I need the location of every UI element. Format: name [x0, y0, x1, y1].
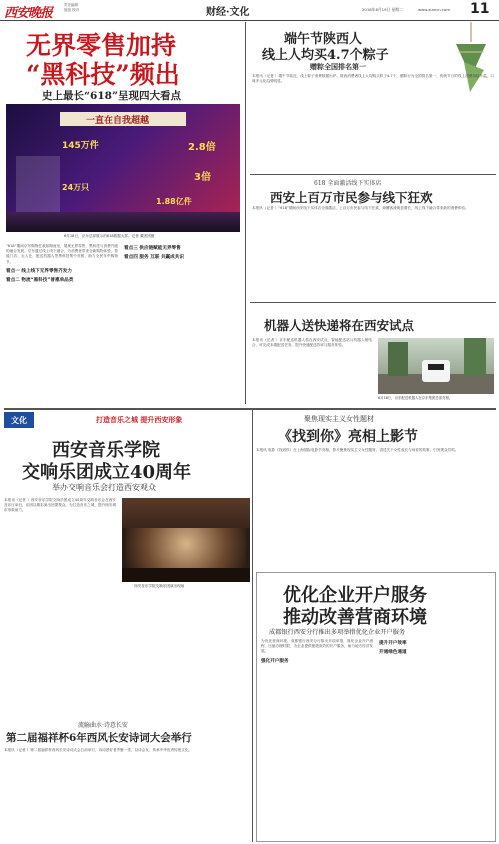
screen-stat-1: 145万件	[62, 141, 99, 151]
story8-title-line1: 优化企业开户服务	[283, 585, 427, 606]
story1-title-line1: 无界零售加持	[26, 31, 177, 60]
screen-stat-5: 1.88亿件	[156, 197, 192, 206]
story5-title-line1: 西安音乐学院	[52, 440, 160, 461]
section-title: 财经·文化	[206, 7, 250, 18]
story-poetry	[4, 720, 250, 842]
story3-kicker: 618 全面激活线下实体店	[314, 180, 382, 187]
story2-body: 本报讯（记者 ）端午节临近，线上粽子消费数据出炉。陕西消费者线上人均购买粽子4.7个，赠粽行为全国排名第一，传统节日的线上消费持续升温，口味多元化趋势明显。	[252, 74, 494, 84]
story7-kicker: 聚焦现实主义女性题材	[304, 415, 374, 423]
story2-subtitle: 赠粽全国排名第一	[310, 62, 366, 71]
story1-point4: 看点四 服务 互联 共赢成共识	[124, 255, 184, 261]
orchestra-photo	[122, 498, 250, 582]
masthead	[0, 0, 499, 21]
culture-banner: 打造音乐之城 提升西安形象	[96, 415, 183, 424]
story7-body: 本报讯 电影《找到你》在上海国际电影节亮相，影片聚焦现实主义女性题材，讲述关于女性成长与母爱的故事，引发观众共鸣。	[256, 448, 459, 452]
screen-headline: 一直在自我超越	[86, 116, 150, 126]
story8-title-line2: 推动改善营商环境	[283, 607, 427, 628]
story3-title: 西安上百万市民参与线下狂欢	[270, 190, 433, 205]
story1-body-col2	[124, 244, 240, 404]
masthead-logo: 西安晚报	[4, 6, 53, 21]
masthead-date: 2018年6月19日 星期二	[362, 7, 403, 12]
story8-subhead-2: 提升开户效率	[379, 641, 407, 646]
robot-photo	[378, 338, 494, 394]
story-bank-service	[256, 572, 496, 842]
big-screen-photo	[6, 104, 240, 232]
story6-title: 第二届福祥杯6年西风长安诗词大会举行	[6, 732, 192, 744]
screen-stat-4: 24万只	[62, 183, 90, 192]
story1-body: “618”期间京东购物狂欢如期而至，展现无界零售、黑科技与消费升级的融合发展。京东通过线上线下融合，为消费者带来全新购物体验，智能门店、无人仓、配送机器人等黑科技集中亮相，助力全民年中购物节。	[6, 244, 118, 264]
story4-title: 机器人送快递将在西安试点	[264, 318, 415, 333]
story5-title-line2: 交响乐团成立40周年	[22, 462, 192, 483]
story1-caption: 6月18日，京东总部展示的618数据大屏。记者 董团团摄	[64, 234, 155, 238]
story1-title-line2: “黑科技”频出	[26, 60, 180, 89]
masthead-site: www.xiancn.com	[418, 7, 451, 12]
culture-section-bar	[4, 412, 250, 428]
story6-body: 本报讯（记者 ）第二届福祥杯西风长安诗词大会日前举行，诗词爱好者齐聚一堂，以诗会友，传承中华优秀传统文化。	[4, 748, 193, 752]
story1-point3: 看点三 供应链赋能无界零售	[124, 246, 181, 251]
story8-body: 为优化营商环境，成都银行西安分行推出多项举措，简化企业开户流程、压缩办理时限，为企业提供便捷高效的开户服务，助力地方经济发展。	[261, 639, 373, 654]
story5-body: 本报讯（记者 ）西安音乐学院交响乐团成立40周年交响音乐会在西安音乐厅举行，乐团以精彩演出回馈观众，为打造音乐之城、提升西安城市形象助力。	[4, 498, 116, 513]
story-robot-delivery	[250, 304, 496, 406]
story1-point2: 看点二 物流“黑科技”普惠单品类	[6, 278, 74, 284]
story3-body: 本报讯（记者 ）“618”期间西安线下实体店全面激活，上百万市民参与线下狂欢，商圈客流明显增长，线上线下融合带来新的消费体验。	[252, 206, 469, 210]
story1-subtitle: 史上最长“618”呈现四大看点	[42, 90, 181, 102]
screen-stat-3: 3倍	[194, 172, 211, 183]
story8-body-col1	[261, 639, 373, 839]
story-wujie-retail	[4, 22, 242, 406]
page-number: 11	[470, 1, 490, 17]
story5-caption: 西安音乐学院交响乐团演出现场	[134, 584, 185, 588]
story1-body-col1	[6, 244, 118, 404]
story8-subtitle: 成都银行西安分行推出多项举措优化企业开户服务	[269, 629, 406, 636]
masthead-info-line1: 责任编辑	[64, 3, 78, 7]
story5-body-col2	[122, 592, 250, 718]
story5-subtitle: 举办交响音乐会打造西安观众	[52, 483, 156, 492]
masthead-info-line2: 组版 校对	[64, 8, 80, 12]
story4-caption: 6月18日，京东配送机器人在京东集团总部亮相。	[378, 396, 453, 400]
story8-body-col2	[379, 639, 491, 839]
story8-subhead-3: 开通绿色通道	[379, 650, 407, 656]
story2-title-line2: 线上人均买4.7个粽子	[262, 48, 389, 63]
culture-tag: 文化	[4, 412, 34, 428]
screen-stat-2: 2.8倍	[188, 142, 216, 153]
story2-title-line1: 端午节陕西人	[284, 32, 363, 47]
story8-subhead-1: 强化开户服务	[261, 658, 289, 664]
story-symphony	[4, 430, 250, 720]
story-offline-shopping	[250, 176, 496, 300]
masthead-info	[64, 3, 79, 13]
story6-kicker: 流觞曲水·诗意长安	[78, 722, 128, 729]
story4-body: 本报讯（记者 ）京东配送机器人将在西安试点，智能配送站与机器人相结合，可完成末端配送任务，提升快递配送效率与服务体验。	[252, 338, 372, 348]
story-film	[256, 412, 496, 570]
story-zongzi	[250, 22, 496, 172]
story1-point1: 看点一 线上线下无界零售齐发力	[6, 268, 72, 274]
story7-title: 《找到你》亮相上影节	[278, 429, 418, 445]
